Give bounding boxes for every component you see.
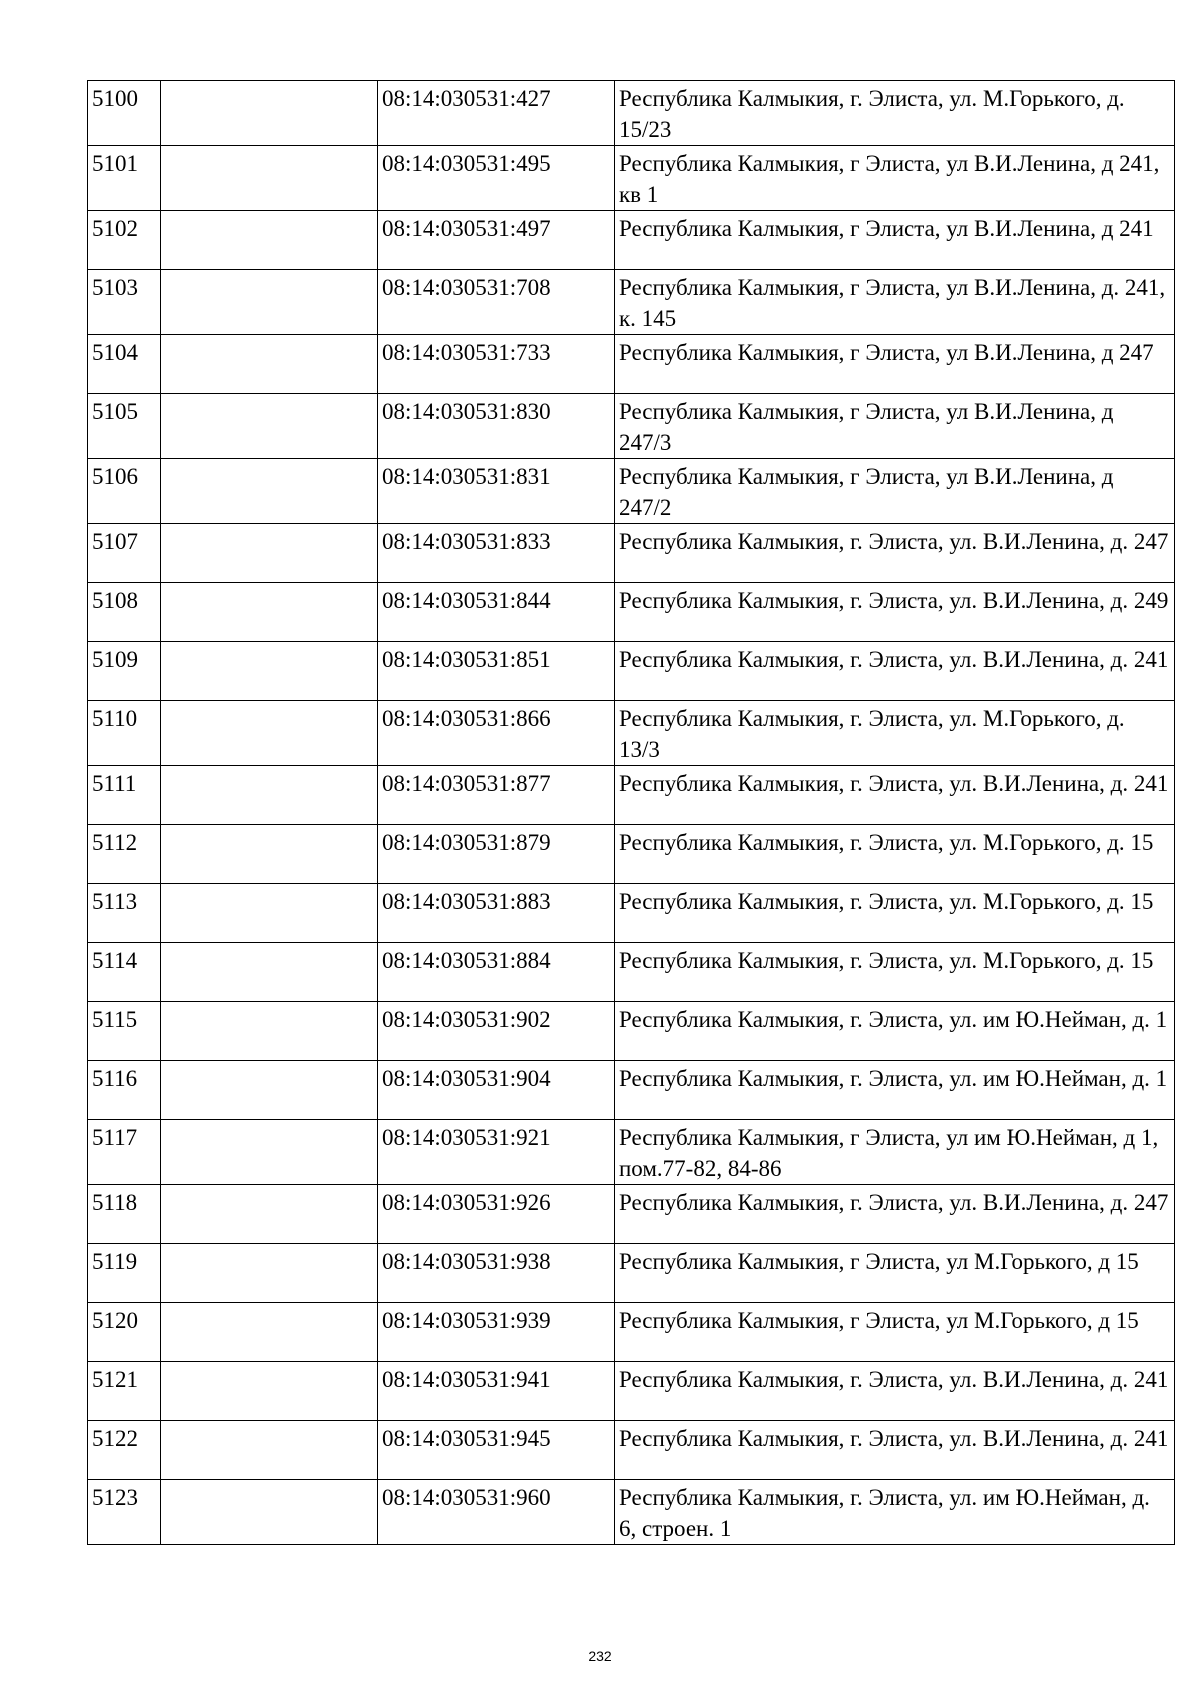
cadastral-number: 08:14:030531:884 <box>378 943 615 1002</box>
cadastral-number: 08:14:030531:844 <box>378 583 615 642</box>
address: Республика Калмыкия, г Элиста, ул М.Горького, д 15 <box>615 1244 1175 1303</box>
cadastral-number: 08:14:030531:926 <box>378 1185 615 1244</box>
table-row <box>88 1061 1175 1120</box>
row-extra <box>161 1421 378 1480</box>
address: Республика Калмыкия, г Элиста, ул им Ю.Нейман, д 1, пом.77-82, 84-86 <box>615 1120 1175 1185</box>
cadastral-number: 08:14:030531:830 <box>378 394 615 459</box>
row-extra <box>161 270 378 335</box>
row-number: 5118 <box>88 1185 161 1244</box>
row-extra <box>161 825 378 884</box>
table-row <box>88 583 1175 642</box>
address: Республика Калмыкия, г. Элиста, ул. В.И.Ленина, д. 241 <box>615 1362 1175 1421</box>
row-number: 5109 <box>88 642 161 701</box>
row-extra <box>161 642 378 701</box>
row-number: 5117 <box>88 1120 161 1185</box>
row-number: 5121 <box>88 1362 161 1421</box>
row-number: 5100 <box>88 81 161 146</box>
registry-table <box>87 80 1175 1545</box>
row-extra <box>161 884 378 943</box>
row-extra <box>161 583 378 642</box>
address: Республика Калмыкия, г. Элиста, ул. М.Горького, д. 15/23 <box>615 81 1175 146</box>
row-number: 5112 <box>88 825 161 884</box>
row-extra <box>161 1120 378 1185</box>
cadastral-number: 08:14:030531:497 <box>378 211 615 270</box>
address: Республика Калмыкия, г. Элиста, ул. им Ю.Нейман, д. 1 <box>615 1002 1175 1061</box>
row-number: 5106 <box>88 459 161 524</box>
row-extra <box>161 1061 378 1120</box>
row-extra <box>161 394 378 459</box>
row-number: 5104 <box>88 335 161 394</box>
row-extra <box>161 211 378 270</box>
row-extra <box>161 335 378 394</box>
row-extra <box>161 1303 378 1362</box>
table-row <box>88 642 1175 701</box>
table-row <box>88 146 1175 211</box>
row-number: 5123 <box>88 1480 161 1545</box>
row-extra <box>161 1244 378 1303</box>
table-row <box>88 459 1175 524</box>
address: Республика Калмыкия, г Элиста, ул М.Горького, д 15 <box>615 1303 1175 1362</box>
table-row <box>88 701 1175 766</box>
address: Республика Калмыкия, г Элиста, ул В.И.Ленина, д. 241, к. 145 <box>615 270 1175 335</box>
row-extra <box>161 1362 378 1421</box>
table-row <box>88 1480 1175 1545</box>
table-row <box>88 884 1175 943</box>
address: Республика Калмыкия, г. Элиста, ул. им Ю.Нейман, д. 6, строен. 1 <box>615 1480 1175 1545</box>
row-number: 5110 <box>88 701 161 766</box>
page-number: 232 <box>588 1648 612 1664</box>
row-number: 5115 <box>88 1002 161 1061</box>
address: Республика Калмыкия, г. Элиста, ул. В.И.Ленина, д. 247 <box>615 1185 1175 1244</box>
address: Республика Калмыкия, г. Элиста, ул. им Ю.Нейман, д. 1 <box>615 1061 1175 1120</box>
cadastral-number: 08:14:030531:883 <box>378 884 615 943</box>
row-extra <box>161 943 378 1002</box>
address: Республика Калмыкия, г Элиста, ул В.И.Ленина, д 247 <box>615 335 1175 394</box>
table-row <box>88 1002 1175 1061</box>
row-number: 5114 <box>88 943 161 1002</box>
table-row <box>88 1421 1175 1480</box>
table-row <box>88 211 1175 270</box>
cadastral-number: 08:14:030531:495 <box>378 146 615 211</box>
address: Республика Калмыкия, г. Элиста, ул. В.И.Ленина, д. 241 <box>615 766 1175 825</box>
cadastral-number: 08:14:030531:941 <box>378 1362 615 1421</box>
address: Республика Калмыкия, г. Элиста, ул. В.И.Ленина, д. 241 <box>615 1421 1175 1480</box>
address: Республика Калмыкия, г Элиста, ул В.И.Ленина, д 241 <box>615 211 1175 270</box>
row-extra <box>161 1185 378 1244</box>
table-row <box>88 1303 1175 1362</box>
address: Республика Калмыкия, г. Элиста, ул. В.И.Ленина, д. 241 <box>615 642 1175 701</box>
table-row <box>88 943 1175 1002</box>
row-number: 5108 <box>88 583 161 642</box>
row-number: 5120 <box>88 1303 161 1362</box>
row-number: 5111 <box>88 766 161 825</box>
table-row <box>88 524 1175 583</box>
row-extra <box>161 524 378 583</box>
address: Республика Калмыкия, г Элиста, ул В.И.Ленина, д 241, кв 1 <box>615 146 1175 211</box>
row-number: 5107 <box>88 524 161 583</box>
cadastral-number: 08:14:030531:921 <box>378 1120 615 1185</box>
address: Республика Калмыкия, г. Элиста, ул. В.И.Ленина, д. 247 <box>615 524 1175 583</box>
row-number: 5101 <box>88 146 161 211</box>
table-row <box>88 825 1175 884</box>
address: Республика Калмыкия, г Элиста, ул В.И.Ленина, д 247/3 <box>615 394 1175 459</box>
row-number: 5113 <box>88 884 161 943</box>
address: Республика Калмыкия, г. Элиста, ул. В.И.Ленина, д. 249 <box>615 583 1175 642</box>
table-row <box>88 1244 1175 1303</box>
table-row <box>88 766 1175 825</box>
cadastral-number: 08:14:030531:833 <box>378 524 615 583</box>
table-row <box>88 1120 1175 1185</box>
row-number: 5103 <box>88 270 161 335</box>
table-row <box>88 81 1175 146</box>
cadastral-number: 08:14:030531:877 <box>378 766 615 825</box>
address: Республика Калмыкия, г. Элиста, ул. М.Горького, д. 15 <box>615 884 1175 943</box>
cadastral-number: 08:14:030531:945 <box>378 1421 615 1480</box>
row-extra <box>161 766 378 825</box>
address: Республика Калмыкия, г. Элиста, ул. М.Горького, д. 13/3 <box>615 701 1175 766</box>
cadastral-number: 08:14:030531:879 <box>378 825 615 884</box>
cadastral-number: 08:14:030531:708 <box>378 270 615 335</box>
address: Республика Калмыкия, г Элиста, ул В.И.Ленина, д 247/2 <box>615 459 1175 524</box>
table-body <box>88 81 1175 1545</box>
row-extra <box>161 459 378 524</box>
row-extra <box>161 701 378 766</box>
row-extra <box>161 1002 378 1061</box>
cadastral-number: 08:14:030531:902 <box>378 1002 615 1061</box>
row-extra <box>161 146 378 211</box>
row-number: 5119 <box>88 1244 161 1303</box>
cadastral-number: 08:14:030531:866 <box>378 701 615 766</box>
table-row <box>88 1185 1175 1244</box>
cadastral-number: 08:14:030531:938 <box>378 1244 615 1303</box>
table-row <box>88 394 1175 459</box>
cadastral-number: 08:14:030531:939 <box>378 1303 615 1362</box>
row-number: 5116 <box>88 1061 161 1120</box>
cadastral-number: 08:14:030531:851 <box>378 642 615 701</box>
row-extra <box>161 1480 378 1545</box>
row-number: 5105 <box>88 394 161 459</box>
cadastral-number: 08:14:030531:831 <box>378 459 615 524</box>
cadastral-number: 08:14:030531:427 <box>378 81 615 146</box>
row-number: 5122 <box>88 1421 161 1480</box>
row-extra <box>161 81 378 146</box>
address: Республика Калмыкия, г. Элиста, ул. М.Горького, д. 15 <box>615 825 1175 884</box>
table-row <box>88 270 1175 335</box>
cadastral-number: 08:14:030531:904 <box>378 1061 615 1120</box>
row-number: 5102 <box>88 211 161 270</box>
table-row <box>88 1362 1175 1421</box>
cadastral-number: 08:14:030531:960 <box>378 1480 615 1545</box>
cadastral-number: 08:14:030531:733 <box>378 335 615 394</box>
table-row <box>88 335 1175 394</box>
address: Республика Калмыкия, г. Элиста, ул. М.Горького, д. 15 <box>615 943 1175 1002</box>
